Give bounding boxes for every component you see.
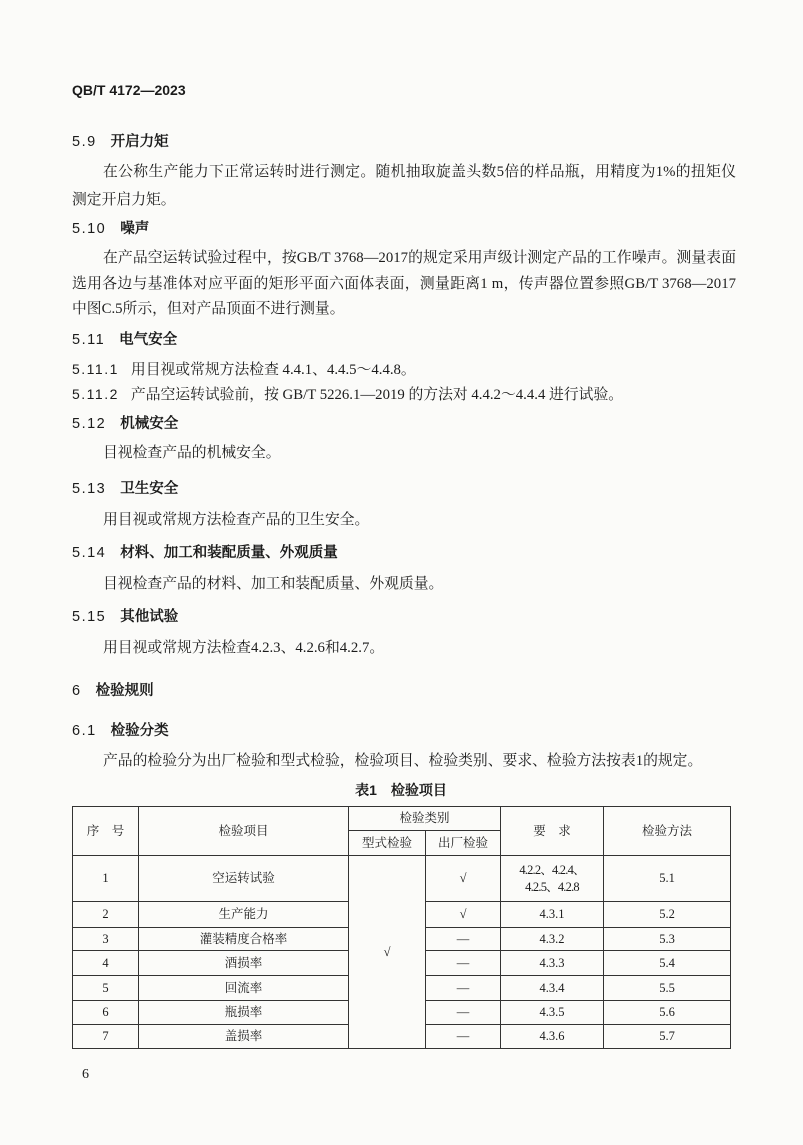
cell-factory-test: — bbox=[426, 1025, 501, 1049]
cell-method: 5.5 bbox=[604, 976, 731, 1001]
section-number: 6.1 bbox=[72, 723, 97, 739]
section-paragraph-5-10: 在产品空运转试验过程中，按GB/T 3768—2017的规定采用声级计测定产品的工作噪声。测量表面选用各边与基准体对应平面的矩形平面六面体表面，测量距离1 m，传声器位置参照GB/T 3768—2017中图C.5所示，但对产品顶面不进行测量。 bbox=[72, 250, 736, 317]
cell-requirement: 4.3.1 bbox=[501, 902, 604, 928]
cell-method: 5.1 bbox=[604, 856, 731, 902]
section-title: 电气安全 bbox=[119, 332, 178, 348]
cell-seq: 3 bbox=[73, 928, 139, 951]
table-label: 表1 bbox=[355, 782, 377, 798]
chapter-heading-6 bbox=[72, 679, 154, 703]
cell-requirement: 4.3.6 bbox=[501, 1025, 604, 1049]
cell-method: 5.2 bbox=[604, 902, 731, 928]
section-heading-5-11 bbox=[72, 328, 177, 352]
section-number: 5.9 bbox=[72, 134, 97, 150]
cell-method: 5.7 bbox=[604, 1025, 731, 1049]
cell-seq: 2 bbox=[73, 902, 139, 928]
cell-factory-test: — bbox=[426, 928, 501, 951]
table-title: 检验项目 bbox=[390, 782, 447, 798]
cell-seq: 1 bbox=[73, 856, 139, 902]
cell-item: 瓶损率 bbox=[139, 1001, 349, 1025]
section-heading-6-1 bbox=[72, 719, 169, 743]
inspection-items-table bbox=[72, 806, 731, 1049]
table-row bbox=[73, 856, 731, 902]
section-number: 5.15 bbox=[72, 609, 107, 625]
cell-factory-test: — bbox=[426, 1001, 501, 1025]
section-paragraph-5-13: 用目视或常规方法检查产品的卫生安全。 bbox=[103, 512, 370, 528]
cell-method: 5.4 bbox=[604, 951, 731, 976]
table-caption bbox=[72, 778, 730, 802]
cell-requirement: 4.3.4 bbox=[501, 976, 604, 1001]
cell-item: 空运转试验 bbox=[139, 856, 349, 902]
header-seq: 序 号 bbox=[73, 807, 139, 856]
section-number: 5.10 bbox=[72, 221, 107, 237]
clause-text: 产品空运转试验前，按 GB/T 5226.1—2019 的方法对 4.4.2～4.4.4 进行试验。 bbox=[130, 387, 624, 403]
cell-factory-test: — bbox=[426, 951, 501, 976]
section-heading-5-10 bbox=[72, 217, 149, 241]
header-requirement: 要 求 bbox=[501, 807, 604, 856]
section-paragraph-5-12: 目视检查产品的机械安全。 bbox=[103, 445, 281, 461]
cell-type-test-mark: √ bbox=[349, 856, 426, 1049]
header-category: 检验类别 bbox=[349, 807, 501, 831]
cell-requirement: 4.3.5 bbox=[501, 1001, 604, 1025]
clause-number: 5.11.1 bbox=[72, 361, 119, 377]
table-header-row bbox=[73, 807, 731, 831]
clause-5-11-1 bbox=[72, 356, 736, 383]
cell-method: 5.3 bbox=[604, 928, 731, 951]
cell-seq: 7 bbox=[73, 1025, 139, 1049]
cell-requirement: 4.3.3 bbox=[501, 951, 604, 976]
cell-seq: 6 bbox=[73, 1001, 139, 1025]
cell-factory-test: — bbox=[426, 976, 501, 1001]
cell-seq: 4 bbox=[73, 951, 139, 976]
cell-method: 5.6 bbox=[604, 1001, 731, 1025]
section-title: 检验分类 bbox=[110, 723, 169, 739]
header-method: 检验方法 bbox=[604, 807, 731, 856]
section-number: 5.14 bbox=[72, 545, 107, 561]
section-heading-5-13 bbox=[72, 477, 178, 501]
cell-requirement: 4.3.2 bbox=[501, 928, 604, 951]
chapter-title: 检验规则 bbox=[95, 683, 154, 699]
header-factory-test: 出厂检验 bbox=[426, 831, 501, 856]
section-title: 噪声 bbox=[120, 221, 150, 237]
clause-number: 5.11.2 bbox=[72, 386, 119, 402]
section-heading-5-14 bbox=[72, 541, 338, 565]
section-title: 卫生安全 bbox=[120, 481, 179, 497]
clause-text: 用目视或常规方法检查 4.4.1、4.4.5～4.4.8。 bbox=[130, 362, 416, 378]
section-heading-5-15 bbox=[72, 605, 178, 629]
header-item: 检验项目 bbox=[139, 807, 349, 856]
section-title: 机械安全 bbox=[120, 416, 179, 432]
section-number: 5.13 bbox=[72, 481, 107, 497]
cell-item: 生产能力 bbox=[139, 902, 349, 928]
cell-factory-test: √ bbox=[426, 856, 501, 902]
cell-item: 回流率 bbox=[139, 976, 349, 1001]
section-number: 5.12 bbox=[72, 416, 107, 432]
section-title: 材料、加工和装配质量、外观质量 bbox=[120, 545, 338, 561]
header-type-test: 型式检验 bbox=[349, 831, 426, 856]
cell-requirement: 4.2.2、4.2.4、4.2.5、4.2.8 bbox=[501, 856, 604, 902]
section-paragraph-5-15: 用目视或常规方法检查4.2.3、4.2.6和4.2.7。 bbox=[103, 640, 385, 656]
document-code: QB/T 4172—2023 bbox=[72, 82, 186, 98]
section-heading-5-9 bbox=[72, 130, 169, 154]
cell-seq: 5 bbox=[73, 976, 139, 1001]
cell-item: 盖损率 bbox=[139, 1025, 349, 1049]
section-paragraph-6-1: 产品的检验分为出厂检验和型式检验，检验项目、检验类别、要求、检验方法按表1的规定。 bbox=[103, 753, 703, 769]
section-title: 开启力矩 bbox=[110, 134, 169, 150]
chapter-number: 6 bbox=[72, 683, 82, 699]
section-paragraph-5-9: 在公称生产能力下正常运转时进行测定。随机抽取旋盖头数5倍的样品瓶，用精度为1%的扭矩仪测定开启力矩。 bbox=[72, 164, 736, 208]
page-number: 6 bbox=[82, 1067, 89, 1082]
cell-item: 酒损率 bbox=[139, 951, 349, 976]
section-paragraph-5-14: 目视检查产品的材料、加工和装配质量、外观质量。 bbox=[103, 576, 444, 592]
clause-5-11-2 bbox=[72, 381, 736, 408]
cell-factory-test: √ bbox=[426, 902, 501, 928]
cell-item: 灌装精度合格率 bbox=[139, 928, 349, 951]
section-title: 其他试验 bbox=[120, 609, 179, 625]
section-heading-5-12 bbox=[72, 412, 178, 436]
section-number: 5.11 bbox=[72, 332, 106, 348]
